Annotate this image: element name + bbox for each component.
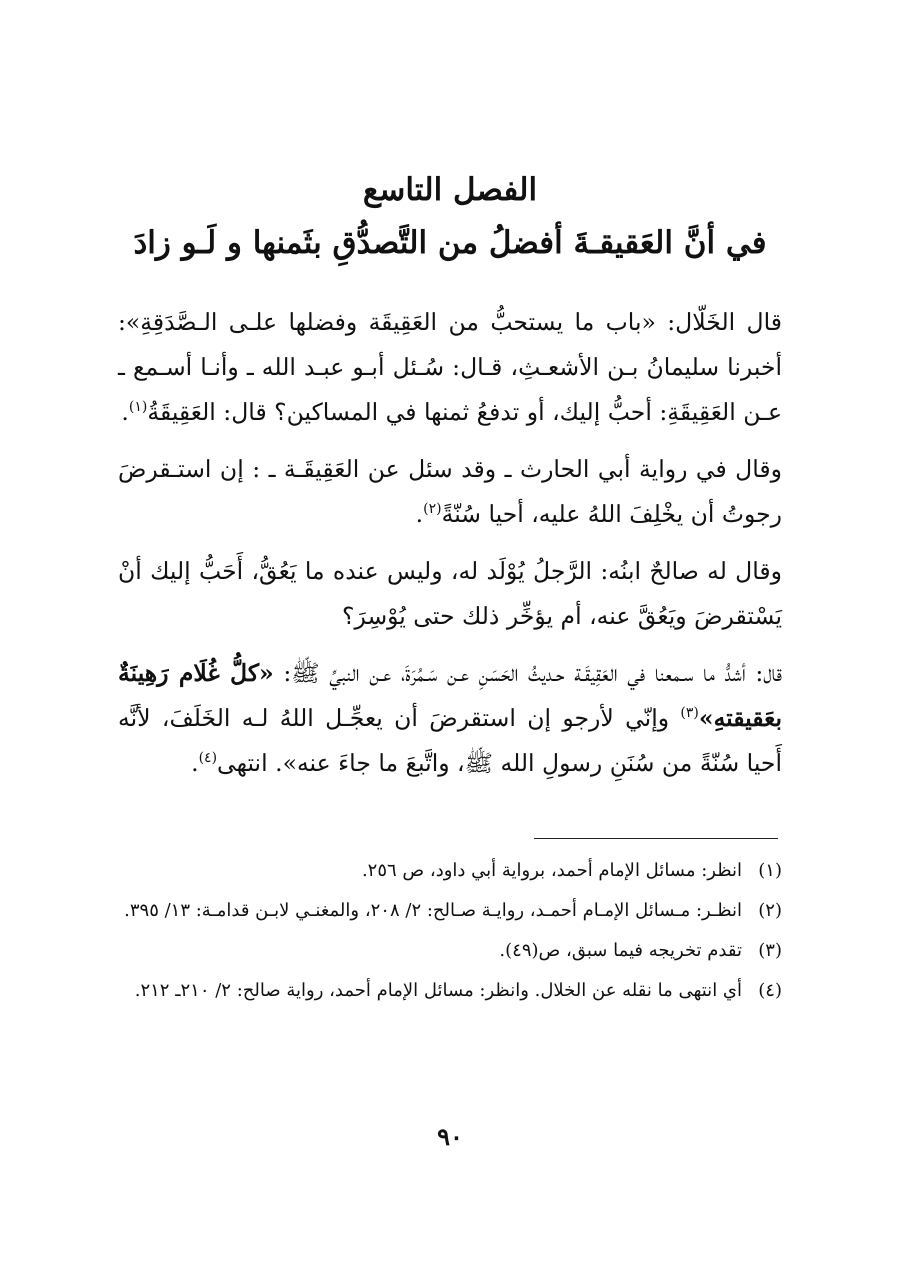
chapter-heading <box>120 166 780 268</box>
footnote-3 <box>118 932 782 970</box>
footnote-number: (٤) <box>758 980 782 1001</box>
chapter-subtitle: في أنَّ العَقيقـةَ أفضلُ من التَّصدُّقِ بثَمنها و لَـو زادَ <box>133 225 767 261</box>
footnote-4 <box>118 972 782 1010</box>
footnote-ref-4[interactable]: (٤) <box>198 750 218 766</box>
paragraph-3-text: وقال له صالحٌ ابنُه: الرَّجلُ يُوْلَد له، وليس عنده ما يَعُقُّ، أَحَبُّ إليك أنْ يَسْتقرضَ ويَعُقَّ عنه، أم يؤخِّر ذلك حتى يُوْسِرَ؟ <box>118 557 782 630</box>
footnote-ref-3[interactable]: (٣) <box>680 705 699 721</box>
page-number: ٩٠ <box>437 1122 463 1151</box>
paragraph-1-end: . <box>121 398 129 426</box>
paragraph-2 <box>118 447 782 537</box>
paragraph-4-middle: وإنّي لأرجو إن استقرضَ أن يعجِّـل اللهُ لـه الخَلَفَ، لأنَّه أَحيا سُنّةً من سُنَنِ رسولِ الله ﷺ، واتَّبعَ ما جاءَ عنه». انتهى <box>118 704 782 777</box>
footnote-number: (٣) <box>758 940 782 961</box>
footnote-number: (٢) <box>758 900 782 921</box>
footnote-ref-2[interactable]: (٢) <box>423 501 442 517</box>
paragraph-2-end: . <box>415 500 424 528</box>
paragraph-4-end: . <box>191 749 199 777</box>
footnote-text: أي انتهى ما نقله عن الخلال. وانظر: مسائل الإمام أحمد، رواية صالح: ٢/ ٢١٠ـ ٢١٢. <box>134 980 742 1001</box>
chapter-title: الفصل التاسع <box>362 172 538 208</box>
paragraph-1 <box>118 300 782 435</box>
paragraph-3 <box>118 549 782 639</box>
paragraph-2-text: وقال في رواية أبي الحارث ـ وقد سئل عن العَقِيقَـة ـ : إن استـقرضَ رجوتُ أن يخْلِفَ اللهُ عليه، أحيا سُنّةً <box>118 455 782 528</box>
footnote-text: تقدم تخريجه فيما سبق، ص(٤٩). <box>499 940 742 961</box>
footnote-divider <box>534 838 778 839</box>
hadith-quote: «كلُّ غُلَام رَهِينَةٌ بعَقيقتهِ» <box>118 659 782 732</box>
paragraph-4-text: قال: أشدُّ ما سـمعنا في العَقِيقَـة حـديثُ الحَسَنِ عـن سَـمُرَةَ، عـن النبيِّ ﷺ: <box>273 659 783 687</box>
paragraph-4 <box>118 651 782 786</box>
footnotes <box>118 852 782 1012</box>
footnote-number: (١) <box>758 860 782 881</box>
footnote-text: انظـر: مـسائل الإمـام أحمـد، روايـة صـالح: ٢/ ٢٠٨، والمغنـي لابـن قدامـة: ١٣/ ٣٩٥. <box>124 900 742 921</box>
paragraph-1-text: قال الخَلّال: «باب ما يستحبُّ من العَقِيقَة وفضلها علـى الـصَّدَقِةِ»: أخبرنا سليمانُ بـن الأشعـثِ، قـال: سُـئل أبـو عبـد الله ـ وأنـا أسـمع ـ عـن العَقِيقَةِ: أحبُّ إليك، أو تدفعُ ثمنها في المساكين؟ قال: العَقِيقَةُ <box>118 308 782 426</box>
footnote-ref-1[interactable]: (١) <box>128 399 148 415</box>
footnote-1 <box>118 852 782 890</box>
footnote-text: انظر: مسائل الإمام أحمد، برواية أبي داود، ص ٢٥٦. <box>361 860 742 881</box>
footnote-2 <box>118 892 782 930</box>
body-text <box>118 300 782 798</box>
